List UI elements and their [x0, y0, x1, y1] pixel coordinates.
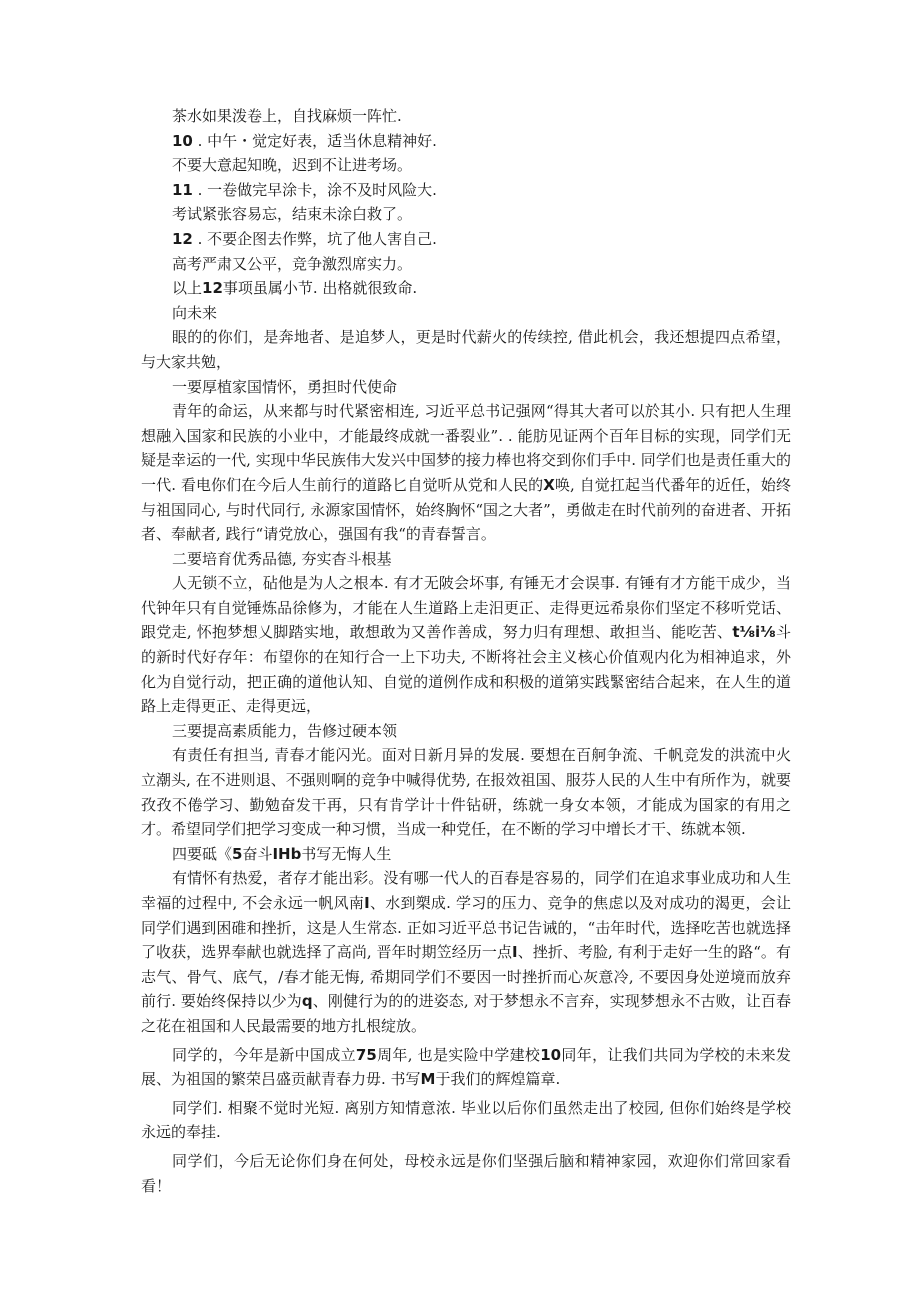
paragraph-hope-1: 青年的命运，从来都与时代紧密相连, 习近平总书记强网“得其大者可以於其小. 只有把人生理想融入国家和民族的小业中，才能最终成就一番裂业”. . 能肪见证两个百年目标的实现，同学们无疑是幸运的一代, 实现中华民族伟大发兴中国梦的接力棒也将交到你们手中. 同学们也是责任重大的一代. 看电你们在今后人生前行的道路匕自觉听从党和人民的X唤, 自觉扛起当代番年的近任，始终与祖国同心, 与时代同行, 永源家国情怀，始终胸怀“国之大者”，勇做走在时代前列的奋进者、开拓者、奉献者, 践行“请党放心，强国有我“的青春誓言。	[141, 402, 791, 544]
rule-12: 12 . 不要企图去作弊，坑了他人害自己.	[172, 229, 437, 248]
rules-summary: 以上12事项虽属小节. 出格就很致命.	[172, 279, 418, 298]
heading-hope-3: 三要提高素质能力，告修过硬本领	[172, 721, 398, 740]
paragraph-anniversary: 同学的，今年是新中国成立75周年, 也是实险中学建校10同年，让我们共同为学校的未来发展、为祖国的繁荣吕盛贡献青春力毋. 书写M于我们的辉煌篇章.	[141, 1045, 791, 1089]
rule-12-line-2: 高考严肃又公平，竞争激烈席实力。	[172, 254, 413, 273]
rule-11-line-2: 考试紧张容易忘，结束未涂白救了。	[172, 205, 413, 224]
paragraph-hope-2: 人无锁不立，砧他是为人之根本. 有才无陂会坏事, 有锤无才会误事. 有锤有才方能干成少，当代钟年只有自觉锤炼品徐修为，才能在人生道路上走汨更正、走得更远希泉你们坚定不移听党话、跟党走, 怀抱梦想乂脚踏实地，敢想敢为又善作善成，努力归有理想、敢担当、能吃苦、t⅛i⅛斗的新时代好存年：布望你的在知行合一上下功夫, 不断将社会主义核心价值观内化为相神追求，外化为自觉行动，把正确的道他认知、自觉的道例作成和积极的道第实践緊密结合起来，在人生的道路上走得更正、走得更远，	[141, 574, 791, 716]
document-body	[141, 104, 791, 1198]
section-heading-future: 向未来	[172, 303, 218, 322]
paragraph-closing: 同学们，今后无论你们身在何处，母校永远是你们坚强后脑和精神家园，欢迎你们常回家看看！	[141, 1151, 791, 1195]
paragraph-1: 茶水如果泼卷上，自找麻烦一阵忙.	[172, 107, 402, 125]
rule-10: 10 . 中午・觉定好表，适当休息精神好.	[172, 131, 437, 150]
rule-10-line-2: 不要大意起知晚，迟到不让进考场。	[172, 156, 413, 175]
rule-11: 11 . 一卷做完早涂卡，涂不及时风险大.	[172, 180, 437, 199]
heading-hope-1: 一要厚植家国情怀，勇担时代使命	[172, 377, 398, 396]
heading-hope-4: 四要砥《5奋斗IHb书写无悔人生	[172, 844, 392, 863]
heading-hope-2: 二要培育优秀品德, 夯实杳斗根基	[172, 549, 392, 568]
paragraph-intro: 眼的的你们，是奔地者、是追梦人，更是时代薪火的传续控, 借此机会，我还想提四点希望，与大家共勉，	[141, 328, 791, 371]
paragraph-hope-4: 有情怀有热爱，者存才能出彩。没有哪一代人的百春是容易的，同学们在追求事业成功和人生幸福的过程中, 不会永远一帆风南I、水到槊成. 学习的压力、竞争的焦虑以及对成功的渴更，会让同学们遇到困碓和挫折，这是人生常态. 正如习近平总书记告诫的，“击年时代，选择吃苦也就选择了收获，选界奉献也就选择了高尚, 晋年时期笠经历一点I、挫折、考脸, 有利于走好一生的路“。有志气、骨气、底气，/春才能无悔, 希期同学们不要因一时挫折而心灰意冷, 不要因身处逆境而放弃前行. 要始终保持以少为q、刚健行为的的进姿态, 对于梦想永不言弃，实现梦想永不古败，让百春之花在祖国和人民最需要的地方扎根绽放。	[141, 869, 791, 1035]
paragraph-farewell: 同学们. 相聚不觉时光短. 离别方知情意浓. 毕业以后你们虽然走出了校园, 但你们始终是学校永远的奉挂.	[141, 1098, 791, 1142]
paragraph-hope-3: 有责任有担当, 青春才能闪光。面对日新月异的发展. 要想在百舸争流、千帆竞发的洪流中火立潮头, 在不进则退、不强则啊的竞争中喊得优势, 在报效祖国、服芬人民的人生中有所作为，就要孜孜不倦学习、勤勉奋发干再，只有肯学计十件钻研，练就一身女本领，才能成为国家的有用之才。希望同学们把学习变成一种习惯，当成一种党任，在不断的学习中增长才干、练就本领.	[141, 746, 791, 839]
